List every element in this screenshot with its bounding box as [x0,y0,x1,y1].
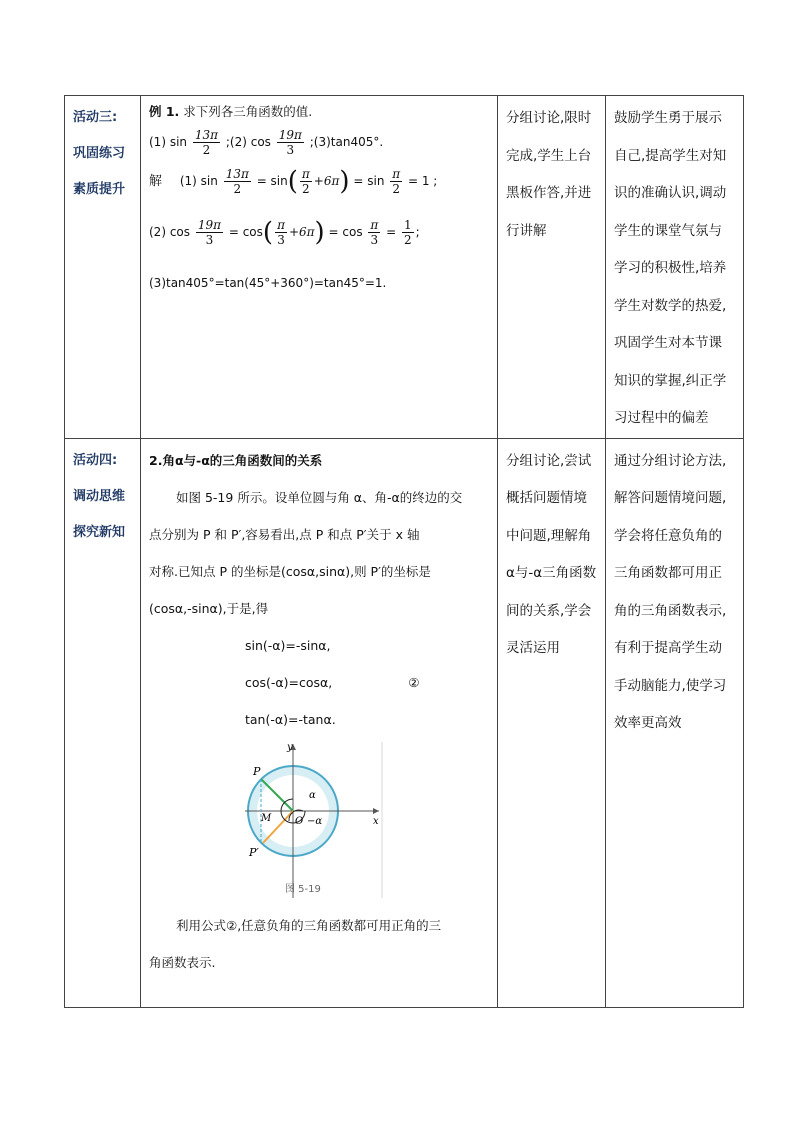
m-label: M [261,812,272,824]
row-activity-3 [65,96,744,439]
solution-1 [149,167,491,196]
s1-eq1: = sin [256,174,288,188]
s1-num: 13π [225,167,249,181]
q1-num: 13π [194,128,219,142]
solution-label: 解 [149,174,163,189]
purpose-line: 学生的课堂气氛与 [614,222,722,239]
activity-title: 巩固练习 [73,146,126,161]
p-label: P [253,764,261,778]
formula-cos-line [245,664,491,701]
s1-fraction [224,167,251,196]
method-line: 行讲解 [506,222,547,239]
solution-3: (3)tan405°=tan(45°+360°)=tan45°=1. [149,276,387,290]
s1-result-fraction [390,167,402,196]
unit-circle-figure [239,740,379,903]
s2-fn: cos [169,225,191,239]
example-line [149,102,491,122]
question-line [149,128,491,157]
s1-eq2: = sin [353,174,385,188]
activity-subtitle: 探究新知 [73,524,126,540]
purpose-line: 自己,提高学生对知 [614,147,727,164]
q2-label: ;(2) [225,135,247,149]
purpose-line: 识的准确认识,调动 [614,185,727,201]
s2-num: 19π [197,218,222,232]
purpose-line: 有利于提高学生动 [614,640,722,656]
s1-den: 2 [233,182,242,196]
activity-cell [65,96,141,439]
alpha-label: α [309,789,316,801]
conclusion-paragraph [149,907,491,981]
content-cell [141,96,498,439]
section-heading: 2.角α与-α的三角函数间的关系 [149,452,323,468]
q2-den: 3 [286,143,295,157]
method-cell [498,438,606,1007]
method-line: 完成,学生上台 [506,147,592,164]
s1-res-den: 2 [392,182,401,196]
s1-plus: +6π [313,174,340,188]
content-cell [141,438,498,1007]
s2-label: (2) [149,225,166,239]
activity-label: 活动三: [73,110,118,125]
lesson-table [64,95,744,1008]
s2-res-den: 3 [370,233,379,247]
method-line: 分组讨论,限时 [506,110,592,126]
s1-lparen: ( [287,166,298,197]
s2-inner-den: 3 [277,233,285,247]
purpose-line: 手动脑能力,使学习 [614,677,727,694]
formula-block [149,627,491,738]
s2-eq1: = cos [228,225,263,239]
s2-eq2: = cos [328,225,363,239]
q2-num: 19π [278,128,302,142]
q1-fraction [193,128,220,157]
neg-alpha-label: −α [307,815,323,827]
para-line: 如图 5-19 所示。设单位圆与角 α、角-α的终边的交 [176,489,463,505]
o-label: O [295,815,304,827]
s1-res-num: π [392,167,401,181]
s2-res-num: π [370,218,379,232]
method-line: α与-α三角函数 [506,565,597,581]
purpose-line: 学习的积极性,培养 [614,260,727,276]
y-label: y [287,741,293,753]
formula-cos: cos(-α)=cosα, [245,674,333,690]
unit-circle-diagram [239,740,389,900]
s2-fraction [196,218,223,247]
purpose-line: 三角函数都可用正 [614,565,722,581]
purpose-line: 效率更高效 [614,715,682,731]
example-text: 求下列各三角函数的值. [183,104,313,119]
method-line: 间的关系,学会 [506,602,592,619]
purpose-line: 通过分组讨论方法, [614,452,727,469]
example-label: 例 1. [149,104,180,119]
s1-inner-num: π [301,167,310,181]
s1-result: = 1 ; [407,174,438,188]
s2-final-num: 1 [404,218,412,232]
s2-end: ; [415,225,420,239]
q2-fraction [277,128,304,157]
para-line: (cosα,-sinα),于是,得 [149,600,269,616]
conclusion-line: 利用公式②,任意负角的三角函数都可用正角的三 [176,917,442,933]
s1-rparen: ) [339,166,350,197]
activity-title: 调动思维 [73,488,126,504]
s2-plus: +6π [288,225,315,239]
q2-fn: cos [250,135,271,149]
s2-final-den: 2 [404,233,412,247]
q3-text: ;(3)tan405°. [309,135,384,149]
s1-inner [300,167,312,196]
para-line: 对称.已知点 P 的坐标是(cosα,sinα),则 P′的坐标是 [149,563,431,579]
s2-den: 3 [205,233,214,247]
activity-subtitle: 素质提升 [73,182,126,197]
conclusion-line: 角函数表示. [149,954,216,970]
purpose-line: 鼓励学生勇于展示 [614,110,722,126]
figure-caption: 图 5-19 [285,883,321,895]
method-line: 灵活运用 [506,640,560,656]
purpose-line: 角的三角函数表示, [614,602,727,619]
s2-lparen: ( [262,217,274,248]
formula-tan: tan(-α)=-tanα. [245,711,336,727]
purpose-line: 学生对数学的热爱, [614,297,727,314]
purpose-cell [606,96,744,439]
purpose-line: 习过程中的偏差 [614,410,709,426]
formula-tag: ② [408,674,420,690]
s2-inner [275,218,287,247]
s1-inner-den: 2 [302,182,310,196]
s2-rparen: ) [314,217,325,248]
method-line: 分组讨论,尝试 [506,452,592,469]
solution-2 [149,218,491,247]
s2-inner-num: π [277,218,285,232]
para-line: 点分别为 P 和 P′,容易看出,点 P 和点 P′关于 x 轴 [149,526,420,542]
s2-result-fraction [368,218,380,247]
s2-final-fraction [402,218,414,247]
purpose-line: 学会将任意负角的 [614,527,722,544]
explanation-paragraph [149,479,491,627]
activity-label: 活动四: [73,452,118,468]
q1-den: 2 [202,143,211,157]
purpose-line: 解答问题情境问题, [614,490,727,506]
x-label: x [373,815,379,827]
row-activity-4 [65,438,744,1007]
purpose-line: 知识的掌握,纠正学 [614,372,727,389]
p-prime-label: P′ [249,845,259,859]
s2-eq3: = [386,225,397,239]
q1-label: (1) [149,135,166,149]
activity-cell [65,438,141,1007]
method-cell [498,96,606,439]
method-line: 黑板作答,并进 [506,185,592,201]
method-line: 概括问题情境 [506,490,587,506]
q1-fn: sin [169,135,188,149]
method-line: 中问题,理解角 [506,527,592,544]
s1-label: (1) [179,174,197,188]
s1-fn: sin [200,174,218,188]
formula-sin: sin(-α)=-sinα, [245,637,331,653]
purpose-cell [606,438,744,1007]
purpose-line: 巩固学生对本节课 [614,335,722,351]
